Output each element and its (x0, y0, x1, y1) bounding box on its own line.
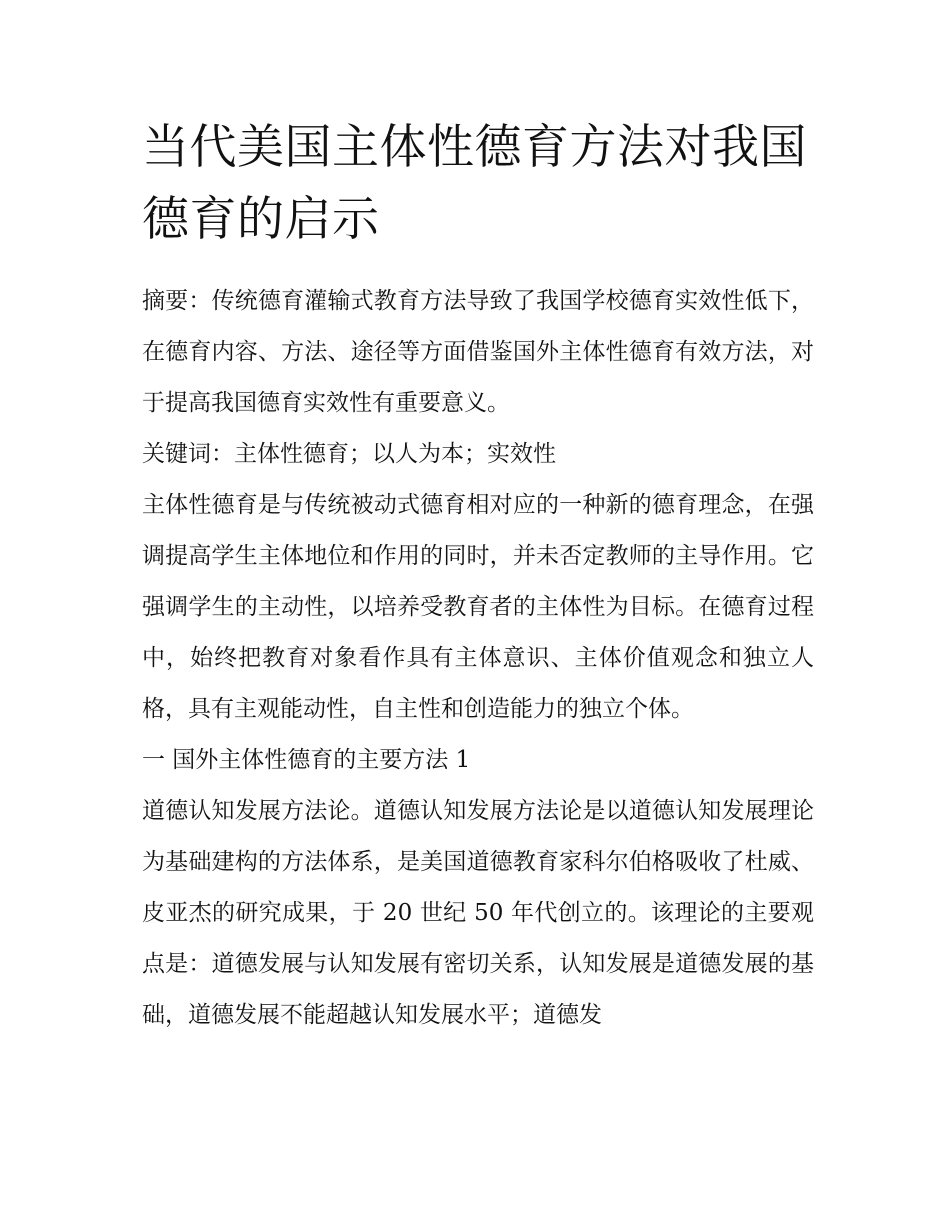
section-heading: 一 国外主体性德育的主要方法 1 (142, 747, 471, 773)
intro-paragraph: 主体性德育是与传统被动式德育相对应的一种新的德育理念，在强调提高学生主体地位和作用的同时，并未否定教师的主导作用。它强调学生的主动性，以培养受教育者的主体性为目标。在德育过程中，始终把教育对象看作具有主体意识、主体价值观念和独立人格，具有主观能动性，自主性和创造能力的独立个体。 (142, 492, 814, 722)
document-title: 当代美国主体性德育方法对我国德育的启示 (142, 120, 807, 247)
keywords-line: 关键词：主体性德育；以人为本；实效性 (142, 441, 556, 467)
document-page (142, 112, 814, 1041)
abstract-paragraph: 摘要：传统德育灌输式教育方法导致了我国学校德育实效性低下，在德育内容、方法、途径等方面借鉴国外主体性德育有效方法，对于提高我国德育实效性有重要意义。 (142, 288, 814, 416)
section-body-paragraph: 道德认知发展方法论。道德认知发展方法论是以道德认知发展理论为基础建构的方法体系，是美国道德教育家科尔伯格吸收了杜威、皮亚杰的研究成果，于 20 世纪 50 年代创立的。该理论的主要观点是：道德发展与认知发展有密切关系，认知发展是道德发展的基础，道德发展不能超越认知发展水平；道德发 (142, 798, 814, 1028)
